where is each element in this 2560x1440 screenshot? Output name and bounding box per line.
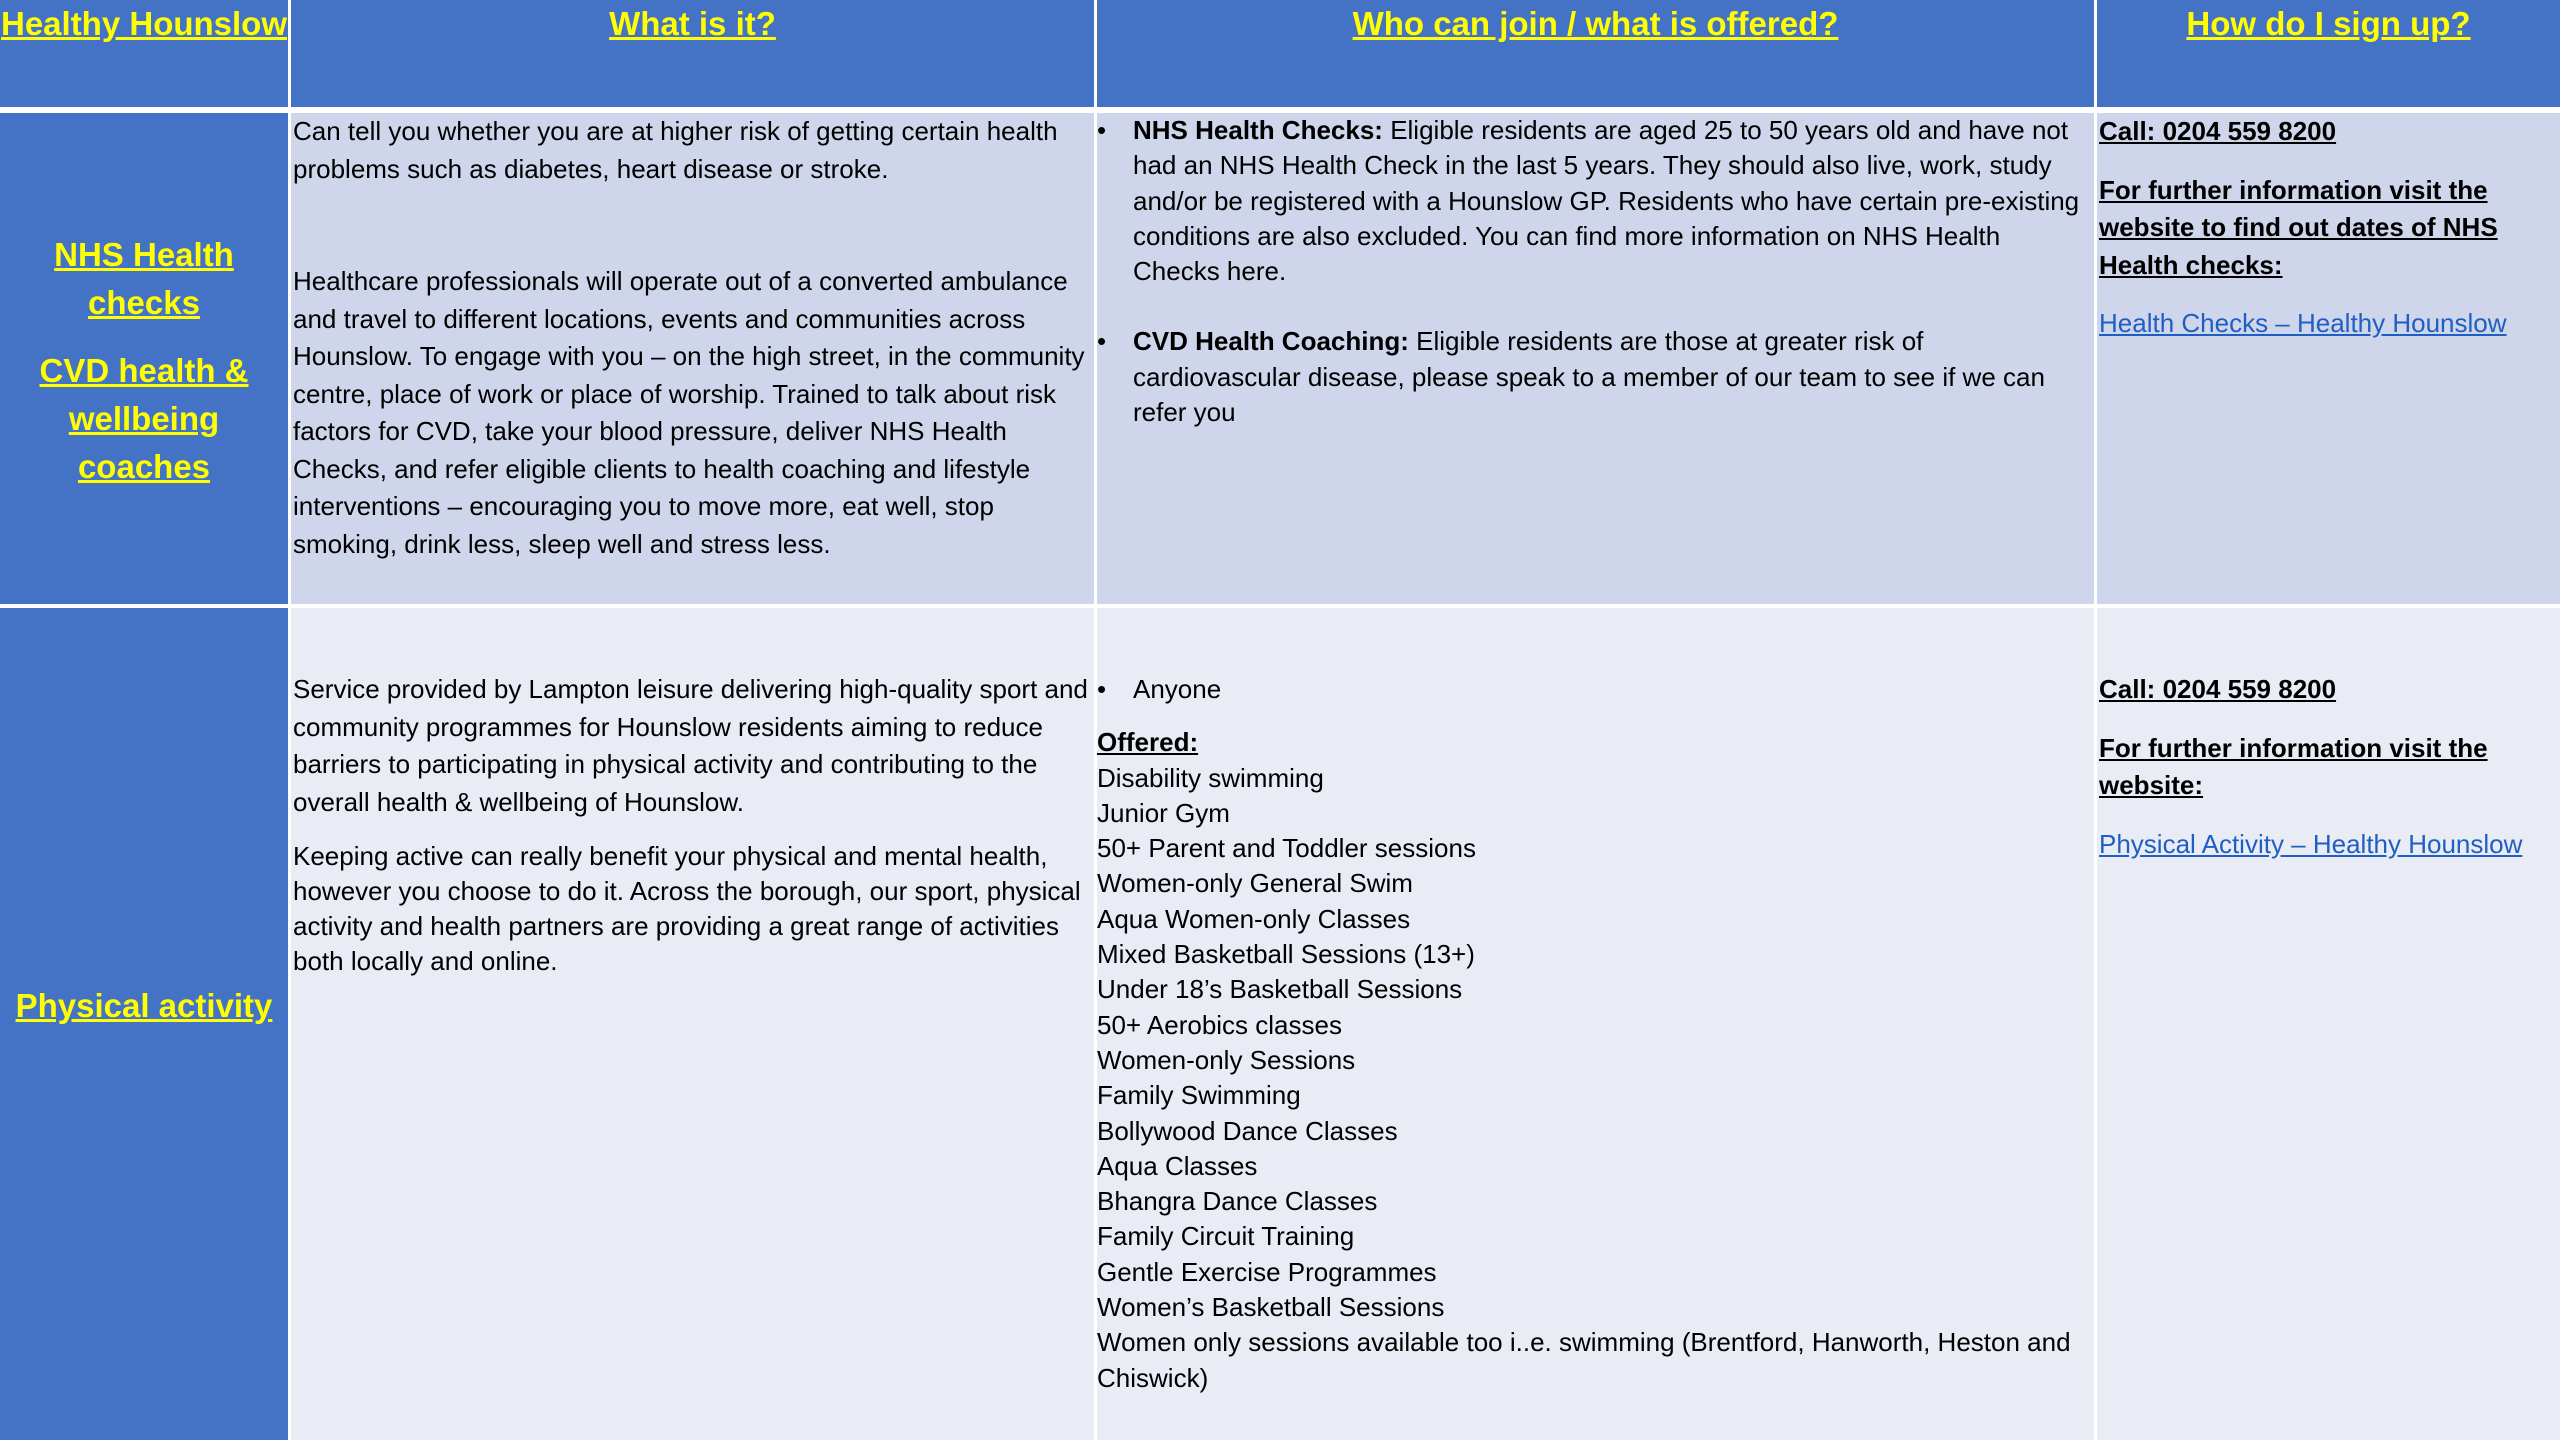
pa-offered-item: Bollywood Dance Classes xyxy=(1097,1115,1398,1146)
pa-offered-item: Women-only General Swim xyxy=(1097,868,1413,899)
header-who-can-join[interactable]: Who can join / what is offered? xyxy=(1352,5,1839,42)
pa-what-paragraph-1: Service provided by Lampton leisure delivering high-quality sport and community programmes for Hounslow residents aiming to reduce barriers to participating in physical activity and contributing to the overall health & wellbeing of Hounslow. xyxy=(293,674,1088,817)
pa-offered-item: Mixed Basketball Sessions (13+) xyxy=(1097,939,1475,970)
header-what-is-it[interactable]: What is it? xyxy=(609,5,776,42)
nhs-bullet-health-checks xyxy=(1097,113,2094,289)
pa-offered-title: Offered: xyxy=(1097,727,1199,758)
header-healthy-hounslow[interactable]: Healthy Hounslow xyxy=(0,5,288,42)
nhs-what-paragraph-2: Healthcare professionals will operate out of a converted ambulance and travel to different locations, events and communities across Hounslow. To engage with you – on the high street, in the community centre, place of work or place of worship. Trained to talk about risk factors for CVD, take your blood pressure, deliver NHS Health Checks, and refer eligible clients to health coaching and lifestyle interventions – encouraging you to move more, eat well, stop smoking, drink less, sleep well and stress less. xyxy=(293,266,1085,559)
pa-offered-item: 50+ Aerobics classes xyxy=(1097,1009,1342,1040)
nhs-bullet-cvd-coaching-text: Eligible residents are those at greater risk of cardiovascular disease, please speak to a member of our team to see if we can refer you xyxy=(1133,326,2045,428)
nhs-signup-cell xyxy=(2097,113,2560,608)
pa-offered-item: Family Swimming xyxy=(1097,1080,1301,1111)
pa-what-paragraph-2: Keeping active can really benefit your physical and mental health, however you choose to do it. Across the borough, our sport, physical activity and health partners are providing a great range of activities both locally and online. xyxy=(293,841,1081,976)
pa-offered-item: Aqua Classes xyxy=(1097,1150,1258,1181)
pa-signup-cell xyxy=(2097,608,2560,1440)
nhs-health-checks-link[interactable]: Health Checks – Healthy Hounslow xyxy=(2099,308,2507,338)
pa-offered-item: Women’s Basketball Sessions xyxy=(1097,1292,1445,1323)
row-label-physical-activity xyxy=(0,608,291,1440)
nhs-who-cell xyxy=(1097,113,2097,608)
pa-offered-item: Aqua Women-only Classes xyxy=(1097,903,1411,934)
pa-further-info: For further information visit the website: xyxy=(2099,732,2488,800)
pa-what-cell xyxy=(291,608,1097,1440)
pa-offered-item: Women-only Sessions xyxy=(1097,1044,1356,1075)
nhs-what-cell xyxy=(291,113,1097,608)
pa-offered-list xyxy=(1097,761,2094,1396)
label-physical-activity[interactable]: Physical activity xyxy=(15,987,273,1024)
pa-offered-item: Bhangra Dance Classes xyxy=(1097,1186,1378,1217)
nhs-bullet-cvd-coaching-title: CVD Health Coaching: xyxy=(1133,326,1409,357)
nhs-bullet-health-checks-text: Eligible residents are aged 25 to 50 years old and have not had an NHS Health Check in the last 5 years. They should also live, work, study and/or be registered with a Hounslow GP. Residents who have certain pre-existing conditions are also excluded. You can find more information on NHS Health Checks here. xyxy=(1133,115,2080,287)
pa-call-number: Call: 0204 559 8200 xyxy=(2099,674,2337,704)
pa-offered-item: Disability swimming xyxy=(1097,762,1324,793)
pa-offered-item: Family Circuit Training xyxy=(1097,1221,1355,1252)
row-label-nhs-health-checks xyxy=(0,113,291,608)
nhs-bullet-health-checks-title: NHS Health Checks: xyxy=(1133,115,1383,145)
header-cell-signup xyxy=(2097,0,2560,113)
nhs-bullet-cvd-coaching xyxy=(1097,324,2094,430)
header-cell-healthy-hounslow xyxy=(0,0,291,113)
header-cell-what xyxy=(291,0,1097,113)
label-cvd-coaches[interactable]: CVD health & wellbeing coaches xyxy=(39,351,249,485)
nhs-call-number: Call: 0204 559 8200 xyxy=(2099,116,2337,146)
pa-physical-activity-link[interactable]: Physical Activity – Healthy Hounslow xyxy=(2099,828,2523,859)
header-how-sign-up[interactable]: How do I sign up? xyxy=(2186,5,2471,42)
pa-offered-item: Under 18’s Basketball Sessions xyxy=(1097,974,1463,1005)
pa-offered-item: 50+ Parent and Toddler sessions xyxy=(1097,833,1476,864)
nhs-what-paragraph-1: Can tell you whether you are at higher risk of getting certain health problems such as diabetes, heart disease or stroke. xyxy=(293,116,1058,184)
nhs-further-info: For further information visit the website to find out dates of NHS Health checks: xyxy=(2099,174,2498,280)
pa-offered-item: Gentle Exercise Programmes xyxy=(1097,1256,1437,1287)
header-cell-who xyxy=(1097,0,2097,113)
pa-who-cell xyxy=(1097,608,2097,1440)
pa-bullet-anyone: • Anyone xyxy=(1097,672,2094,707)
pa-offered-item: Junior Gym xyxy=(1097,797,1230,828)
pa-offered-item: Women only sessions available too i..e. swimming (Brentford, Hanworth, Heston and Chiswick) xyxy=(1097,1327,2071,1393)
label-nhs-health-checks[interactable]: NHS Health checks xyxy=(54,235,234,321)
